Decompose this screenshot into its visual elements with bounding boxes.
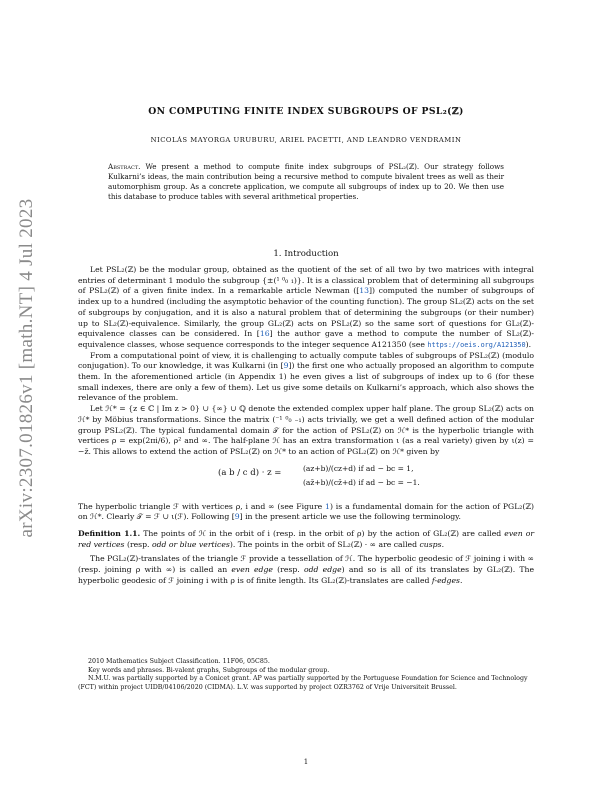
paragraph-4: The hyperbolic triangle ℱ with vertices ρ, i and ∞ (see Figure 1) is a fundamental domain for the action of PGL₂(ℤ) on ℋ*. Clearly 𝒯 = ℱ ∪ ι(ℱ). Following [9] in the present article we use the following terminology. bbox=[78, 501, 534, 522]
abstract-label: Abstract. bbox=[108, 162, 141, 171]
arxiv-sidebar bbox=[14, 168, 40, 568]
equation-case-1: (az+b)/(cz+d) if ad − bc = 1, bbox=[303, 463, 414, 473]
citation-link[interactable]: 9 bbox=[234, 512, 240, 522]
definition-1-1: Definition 1.1. The points of ℋ in the orbit of i (resp. in the orbit of ρ) by the action of GL₂(ℤ) are called even or red vertices (resp. odd or blue vertices). The points in the orbit of SL₂(ℤ) · ∞ are called cusps. bbox=[78, 529, 535, 549]
footnote-msc: 2010 Mathematics Subject Classification. 11F06, 05C85. bbox=[88, 658, 270, 665]
paper-title: ON COMPUTING FINITE INDEX SUBGROUPS OF PSL₂(ℤ) bbox=[148, 106, 464, 117]
display-equation bbox=[78, 460, 534, 500]
paragraph-3: Let ℋ* = {z ∈ ℂ | Im z > 0} ∪ {∞} ∪ ℚ denote the extended complex upper half plane. The group SL₂(ℤ) acts on ℋ* by Möbius transformations. Since the matrix (⁻¹ ⁰₀ ₋₁) acts trivially, we get a well defined action of the modular group PSL₂(ℤ). The typical fundamental domain 𝒯 for the action of PSL₂(ℤ) on ℋ* is the hyperbolic triangle with vertices ρ = exp(2πi/6), ρ² and ∞. The half-plane ℋ has an extra transformation ι (as a real variety) given by ι(z) = −z̄. This allows to extend the action of PSL₂(ℤ) on ℋ* to an action of PGL₂(ℤ) on ℋ* given by bbox=[78, 404, 534, 456]
footnote-funding: N.M.U. was partially supported by a Conicet grant. AP was partially supported by the Portuguese Foundation for Science and Technology (FCT) within project UIDB/04106/2020 (CIDMA). L.V. was supported by project OZR3762 of Vrije Universiteit Brussel. bbox=[78, 675, 528, 691]
definition-label: Definition 1.1. bbox=[78, 529, 141, 539]
equation-case-2: (az̄+b)/(cz̄+d) if ad − bc = −1. bbox=[303, 477, 420, 487]
oeis-url-link[interactable]: https://oeis.org/A121350 bbox=[427, 340, 526, 349]
abstract-text: We present a method to compute finite index subgroups of PSL₂(ℤ). Our strategy follows Kulkarni’s ideas, the main contribution being a recursive method to compute bivalent trees as well as their automorphism group. As a concrete application, we compute all subgroups of index up to 20. We then use this database to produce tables with several arithmetical properties. bbox=[108, 162, 504, 201]
paragraph-1: Let PSL₂(ℤ) be the modular group, obtained as the quotient of the set of all two by two matrices with integral entries of determinant 1 modulo the subgroup {±(¹ ⁰₀ ₁)}. It is a classical problem that of determining all subgroups of PSL₂(ℤ) of a given finite index. In a remarkable article Newman ([13]) computed the number of subgroups of index up to a hundred (including the asymptotic behavior of the counting function). The group SL₂(ℤ) acts on the set of subgroups by conjugation, and it is also a natural problem that of determining the subgroups (or their number) up to SL₂(ℤ)-equivalence. Similarly, the group GL₂(ℤ) acts on PSL₂(ℤ) so the same sort of questions for GL₂(ℤ)-equivalence classes can be considered. In [16] the author gave a method to compute the number of SL₂(ℤ)-equivalence classes, whose sequence corresponds to the integer sequence A121350 (see https://oeis.org/A121350). bbox=[78, 265, 534, 349]
paper-authors: NICOLÁS MAYORGA URUBURU, ARIEL PACETTI, AND LEANDRO VENDRAMIN bbox=[150, 136, 462, 144]
equation-cases bbox=[303, 462, 420, 490]
footnote-keywords: Key words and phrases. Bi-valent graphs, Subgroups of the modular group. bbox=[88, 666, 330, 674]
citation-link[interactable]: 16 bbox=[259, 329, 270, 339]
citation-link[interactable]: 9 bbox=[283, 361, 289, 371]
section-heading: 1. Introduction bbox=[273, 249, 339, 259]
paragraph-2: From a computational point of view, it is challenging to actually compute tables of subgroups of PSL₂(ℤ) (modulo conjugation). To our knowledge, it was Kulkarni (in [9]) the first one who actually proposed an algorithm to compute them. In the aforementioned article (in Appendix 1) he even gives a list of subgroups of index up to 6 (for these small indexes, there are only a few of them). Let us give some details on Kulkarni’s approach, which also shows the relevance of the problem. bbox=[78, 350, 534, 403]
page-number: 1 bbox=[303, 758, 309, 766]
arxiv-identifier: arXiv:2307.01826v1 [math.NT] 4 Jul 2023 bbox=[16, 198, 37, 538]
footnotes bbox=[78, 658, 534, 692]
body-text bbox=[78, 265, 534, 587]
figure-link[interactable]: 1 bbox=[325, 501, 330, 511]
equation-lhs: (a b / c d) · z = bbox=[218, 467, 282, 478]
paragraph-5: The PGL₂(ℤ)-translates of the triangle ℱ provide a tessellation of ℋ. The hyperbolic geodesic of ℱ joining i with ∞ (resp. joining ρ with ∞) is called an even edge (resp. odd edge) and so is all of its translates by GL₂(ℤ). The hyperbolic geodesic of ℱ joining i with ρ is of finite length. Its GL₂(ℤ)-translates are called f-edges. bbox=[78, 554, 535, 585]
abstract bbox=[108, 162, 504, 202]
citation-link[interactable]: 13 bbox=[359, 286, 370, 296]
